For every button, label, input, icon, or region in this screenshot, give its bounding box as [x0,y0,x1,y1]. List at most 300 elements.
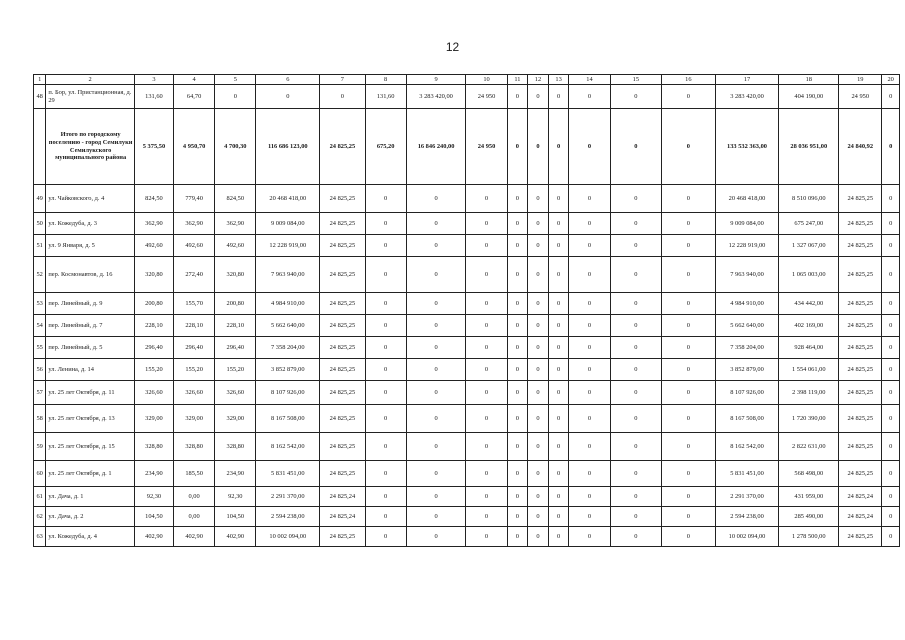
value-cell: 24 825,25 [839,461,882,487]
value-cell: 8 167 508,00 [715,405,779,433]
value-cell: 1 278 500,00 [779,527,839,547]
value-cell: 3 852 879,00 [715,359,779,381]
value-cell: 0 [610,405,661,433]
row-number-cell: 51 [34,235,46,257]
value-cell: 0 [548,109,569,185]
value-cell: 0 [406,185,466,213]
value-cell: 0 [569,507,610,527]
value-cell: 24 825,25 [320,405,365,433]
value-cell: 92,30 [134,487,173,507]
value-cell: 20 468 418,00 [715,185,779,213]
value-cell: 0 [365,487,406,507]
value-cell: 0 [548,461,569,487]
address-cell: ул. 9 Января, д. 5 [46,235,135,257]
address-cell: ул. Кожедуба, д. 4 [46,527,135,547]
value-cell: 0 [466,487,507,507]
value-cell: 0 [882,293,900,315]
value-cell: 0 [406,381,466,405]
value-cell: 155,20 [215,359,256,381]
value-cell: 92,30 [215,487,256,507]
table-row [34,185,900,213]
column-number: 9 [406,75,466,85]
value-cell: 8 510 096,00 [779,185,839,213]
value-cell: 402,90 [215,527,256,547]
value-cell: 24 825,25 [839,527,882,547]
row-number-cell: 56 [34,359,46,381]
value-cell: 492,60 [134,235,173,257]
value-cell: 8 162 542,00 [715,433,779,461]
value-cell: 2 291 370,00 [715,487,779,507]
address-cell: Итого по городскому поселению - город Семилуки Семилукского муниципального района [46,109,135,185]
value-cell: 4 950,70 [174,109,215,185]
address-cell: пер. Линейный, д. 7 [46,315,135,337]
value-cell: 0 [528,405,549,433]
value-cell: 0 [507,507,528,527]
value-cell: 24 825,25 [839,433,882,461]
value-cell: 0 [406,337,466,359]
value-cell: 24 825,25 [320,315,365,337]
value-cell: 402,90 [174,527,215,547]
value-cell: 116 686 123,00 [256,109,320,185]
value-cell: 0 [466,381,507,405]
value-cell: 0 [466,257,507,293]
value-cell: 0 [507,85,528,109]
value-cell: 0 [215,85,256,109]
value-cell: 0 [662,337,716,359]
value-cell: 0 [466,359,507,381]
value-cell: 2 398 119,00 [779,381,839,405]
value-cell: 0 [610,337,661,359]
value-cell: 0 [569,293,610,315]
value-cell: 0 [548,381,569,405]
value-cell: 12 228 919,00 [256,235,320,257]
value-cell: 362,90 [215,213,256,235]
value-cell: 0 [882,213,900,235]
value-cell: 200,80 [215,293,256,315]
value-cell: 24 825,25 [320,185,365,213]
column-number: 14 [569,75,610,85]
value-cell: 0 [507,405,528,433]
address-cell: ул. Дача, д. 1 [46,487,135,507]
column-number: 6 [256,75,320,85]
value-cell: 2 822 631,00 [779,433,839,461]
value-cell: 0 [569,527,610,547]
value-cell: 5 662 640,00 [256,315,320,337]
value-cell: 0 [406,315,466,337]
value-cell: 0 [466,405,507,433]
value-cell: 0 [662,507,716,527]
value-cell: 24 825,25 [839,359,882,381]
value-cell: 3 283 420,00 [406,85,466,109]
value-cell: 0 [365,359,406,381]
table-total-row [34,109,900,185]
value-cell: 5 831 451,00 [715,461,779,487]
value-cell: 131,60 [134,85,173,109]
value-cell: 0 [406,359,466,381]
value-cell: 0 [662,257,716,293]
value-cell: 0 [548,85,569,109]
value-cell: 402 169,00 [779,315,839,337]
value-cell: 0 [882,109,900,185]
value-cell: 10 002 094,00 [256,527,320,547]
value-cell: 0 [528,337,549,359]
value-cell: 155,70 [174,293,215,315]
value-cell: 675 247,00 [779,213,839,235]
value-cell: 0 [507,185,528,213]
value-cell: 0 [882,257,900,293]
value-cell: 0 [507,359,528,381]
value-cell: 0 [610,213,661,235]
value-cell: 0 [610,461,661,487]
column-number: 5 [215,75,256,85]
column-number: 11 [507,75,528,85]
row-number-cell: 54 [34,315,46,337]
value-cell: 0 [466,293,507,315]
row-number-cell: 50 [34,213,46,235]
value-cell: 431 959,00 [779,487,839,507]
page-number: 12 [445,40,460,54]
value-cell: 155,20 [134,359,173,381]
value-cell: 0 [610,433,661,461]
value-cell: 0 [548,405,569,433]
value-cell: 0 [548,527,569,547]
value-cell: 24 950 [466,109,507,185]
row-number-cell: 59 [34,433,46,461]
value-cell: 0 [365,405,406,433]
value-cell: 2 594 238,00 [715,507,779,527]
value-cell: 0 [882,461,900,487]
value-cell: 24 825,25 [320,109,365,185]
value-cell: 0 [610,109,661,185]
value-cell: 0 [466,507,507,527]
value-cell: 0 [548,293,569,315]
value-cell: 24 950 [839,85,882,109]
row-number-cell: 62 [34,507,46,527]
value-cell: 0 [528,235,549,257]
value-cell: 0 [662,487,716,507]
value-cell: 0 [507,293,528,315]
address-cell: пер. Космонавтов, д. 16 [46,257,135,293]
value-cell: 320,80 [215,257,256,293]
table-row [34,293,900,315]
value-cell: 0 [365,337,406,359]
value-cell: 1 554 061,00 [779,359,839,381]
value-cell: 0 [406,293,466,315]
value-cell: 0 [882,507,900,527]
value-cell: 7 963 940,00 [715,257,779,293]
value-cell: 133 532 363,00 [715,109,779,185]
table-row [34,381,900,405]
value-cell: 568 498,00 [779,461,839,487]
column-number: 4 [174,75,215,85]
column-number: 20 [882,75,900,85]
value-cell: 0 [466,235,507,257]
value-cell: 0 [507,315,528,337]
table-row [34,405,900,433]
value-cell: 24 825,25 [320,235,365,257]
value-cell: 0 [365,293,406,315]
value-cell: 0 [466,315,507,337]
value-cell: 0 [466,337,507,359]
value-cell: 328,80 [134,433,173,461]
row-number-cell: 53 [34,293,46,315]
value-cell: 8 162 542,00 [256,433,320,461]
value-cell: 104,50 [134,507,173,527]
value-cell: 24 825,25 [320,527,365,547]
value-cell: 24 825,24 [320,487,365,507]
value-cell: 28 036 951,00 [779,109,839,185]
value-cell: 0 [406,527,466,547]
value-cell: 0 [882,527,900,547]
value-cell: 0 [528,293,549,315]
address-cell: ул. 25 лет Октября, д. 1 [46,461,135,487]
column-number: 13 [548,75,569,85]
column-number: 19 [839,75,882,85]
value-cell: 0 [406,235,466,257]
value-cell: 9 009 084,00 [256,213,320,235]
value-cell: 326,60 [174,381,215,405]
value-cell: 24 825,25 [320,337,365,359]
value-cell: 228,10 [134,315,173,337]
value-cell: 0 [365,257,406,293]
value-cell: 9 009 084,00 [715,213,779,235]
column-number: 8 [365,75,406,85]
value-cell: 7 963 940,00 [256,257,320,293]
value-cell: 0 [466,433,507,461]
value-cell: 24 825,25 [839,293,882,315]
value-cell: 0 [507,527,528,547]
table-row [34,85,900,109]
value-cell: 8 107 926,00 [256,381,320,405]
value-cell: 0 [610,257,661,293]
address-cell: ул. 25 лет Октября, д. 13 [46,405,135,433]
value-cell: 0 [882,235,900,257]
table-row [34,461,900,487]
value-cell: 10 002 094,00 [715,527,779,547]
value-cell: 0 [569,487,610,507]
value-cell: 296,40 [174,337,215,359]
value-cell: 0 [507,213,528,235]
value-cell: 0 [569,381,610,405]
table-row [34,235,900,257]
value-cell: 0 [528,85,549,109]
value-cell: 0 [507,381,528,405]
value-cell: 0 [507,433,528,461]
address-cell: пер. Линейный, д. 5 [46,337,135,359]
column-number: 18 [779,75,839,85]
value-cell: 0 [662,293,716,315]
value-cell: 0 [365,527,406,547]
address-cell: ул. Ленина, д. 14 [46,359,135,381]
address-cell: ул. Чайковского, д. 4 [46,185,135,213]
value-cell: 0 [662,85,716,109]
table-row [34,257,900,293]
value-cell: 24 825,25 [839,257,882,293]
value-cell: 3 283 420,00 [715,85,779,109]
row-number-cell [34,109,46,185]
value-cell: 24 825,25 [320,359,365,381]
value-cell: 0 [610,315,661,337]
value-cell: 675,20 [365,109,406,185]
value-cell: 2 291 370,00 [256,487,320,507]
value-cell: 8 167 508,00 [256,405,320,433]
value-cell: 0 [662,235,716,257]
value-cell: 5 375,50 [134,109,173,185]
value-cell: 0 [365,381,406,405]
register-table [33,74,900,547]
table-row [34,527,900,547]
value-cell: 0 [882,337,900,359]
value-cell: 24 825,25 [839,185,882,213]
value-cell: 0 [882,433,900,461]
value-cell: 0 [610,487,661,507]
value-cell: 0 [406,461,466,487]
value-cell: 0 [548,487,569,507]
value-cell: 0 [528,507,549,527]
value-cell: 104,50 [215,507,256,527]
row-number-cell: 52 [34,257,46,293]
value-cell: 20 468 418,00 [256,185,320,213]
value-cell: 0 [569,405,610,433]
value-cell: 0 [528,257,549,293]
table-row [34,433,900,461]
value-cell: 0 [569,337,610,359]
value-cell: 492,60 [174,235,215,257]
value-cell: 0 [548,315,569,337]
value-cell: 272,40 [174,257,215,293]
value-cell: 0 [548,433,569,461]
value-cell: 0 [406,405,466,433]
value-cell: 0 [507,337,528,359]
value-cell: 0 [507,235,528,257]
column-number: 15 [610,75,661,85]
value-cell: 5 831 451,00 [256,461,320,487]
value-cell: 779,40 [174,185,215,213]
value-cell: 362,90 [174,213,215,235]
value-cell: 0 [610,381,661,405]
value-cell: 0 [610,235,661,257]
value-cell: 326,60 [134,381,173,405]
value-cell: 0 [569,433,610,461]
table-row [34,359,900,381]
value-cell: 824,50 [215,185,256,213]
value-cell: 0 [406,213,466,235]
value-cell: 0 [662,433,716,461]
value-cell: 131,60 [365,85,406,109]
table-row [34,507,900,527]
row-number-cell: 60 [34,461,46,487]
column-number: 7 [320,75,365,85]
value-cell: 0 [507,257,528,293]
value-cell: 0 [528,381,549,405]
value-cell: 24 950 [466,85,507,109]
value-cell: 0 [365,185,406,213]
value-cell: 0 [507,487,528,507]
value-cell: 155,20 [174,359,215,381]
value-cell: 329,00 [215,405,256,433]
row-number-cell: 61 [34,487,46,507]
value-cell: 64,70 [174,85,215,109]
value-cell: 24 825,25 [320,257,365,293]
value-cell: 0 [365,213,406,235]
value-cell: 0 [507,109,528,185]
value-cell: 0 [406,257,466,293]
value-cell: 824,50 [134,185,173,213]
column-number: 1 [34,75,46,85]
row-number-cell: 63 [34,527,46,547]
address-cell: п. Бор, ул. Пристанционная, д. 29 [46,85,135,109]
value-cell: 0 [548,185,569,213]
value-cell: 24 825,25 [839,337,882,359]
value-cell: 0 [882,315,900,337]
value-cell: 0,00 [174,507,215,527]
value-cell: 1 720 390,00 [779,405,839,433]
column-number-row [34,75,900,85]
row-number-cell: 48 [34,85,46,109]
value-cell: 928 464,00 [779,337,839,359]
value-cell: 24 825,25 [839,315,882,337]
value-cell: 185,50 [174,461,215,487]
table-row [34,315,900,337]
value-cell: 0 [256,85,320,109]
value-cell: 0 [528,315,549,337]
value-cell: 434 442,00 [779,293,839,315]
value-cell: 0 [548,359,569,381]
value-cell: 0 [662,359,716,381]
value-cell: 296,40 [134,337,173,359]
address-cell: ул. 25 лет Октября, д. 11 [46,381,135,405]
value-cell: 24 825,25 [320,213,365,235]
value-cell: 0 [662,315,716,337]
value-cell: 296,40 [215,337,256,359]
value-cell: 285 490,00 [779,507,839,527]
value-cell: 328,80 [174,433,215,461]
value-cell: 12 228 919,00 [715,235,779,257]
value-cell: 0 [406,433,466,461]
value-cell: 0 [528,359,549,381]
column-number: 12 [528,75,549,85]
value-cell: 0 [548,337,569,359]
value-cell: 234,90 [134,461,173,487]
value-cell: 0 [320,85,365,109]
address-cell: пер. Линейный, д. 9 [46,293,135,315]
value-cell: 24 825,24 [839,487,882,507]
value-cell: 0 [548,213,569,235]
value-cell: 24 825,25 [320,381,365,405]
table-body [34,75,900,547]
value-cell: 0 [528,527,549,547]
value-cell: 0 [507,461,528,487]
value-cell: 24 825,25 [320,433,365,461]
value-cell: 2 594 238,00 [256,507,320,527]
value-cell: 0 [662,109,716,185]
column-number: 3 [134,75,173,85]
value-cell: 0 [662,213,716,235]
value-cell: 0 [610,359,661,381]
value-cell: 0 [365,507,406,527]
value-cell: 1 065 003,00 [779,257,839,293]
value-cell: 0 [466,213,507,235]
value-cell: 24 825,25 [320,293,365,315]
value-cell: 0 [466,461,507,487]
value-cell: 0 [662,185,716,213]
value-cell: 0 [662,381,716,405]
value-cell: 0 [548,235,569,257]
value-cell: 3 852 879,00 [256,359,320,381]
value-cell: 0 [528,109,549,185]
value-cell: 24 825,25 [839,381,882,405]
row-number-cell: 55 [34,337,46,359]
